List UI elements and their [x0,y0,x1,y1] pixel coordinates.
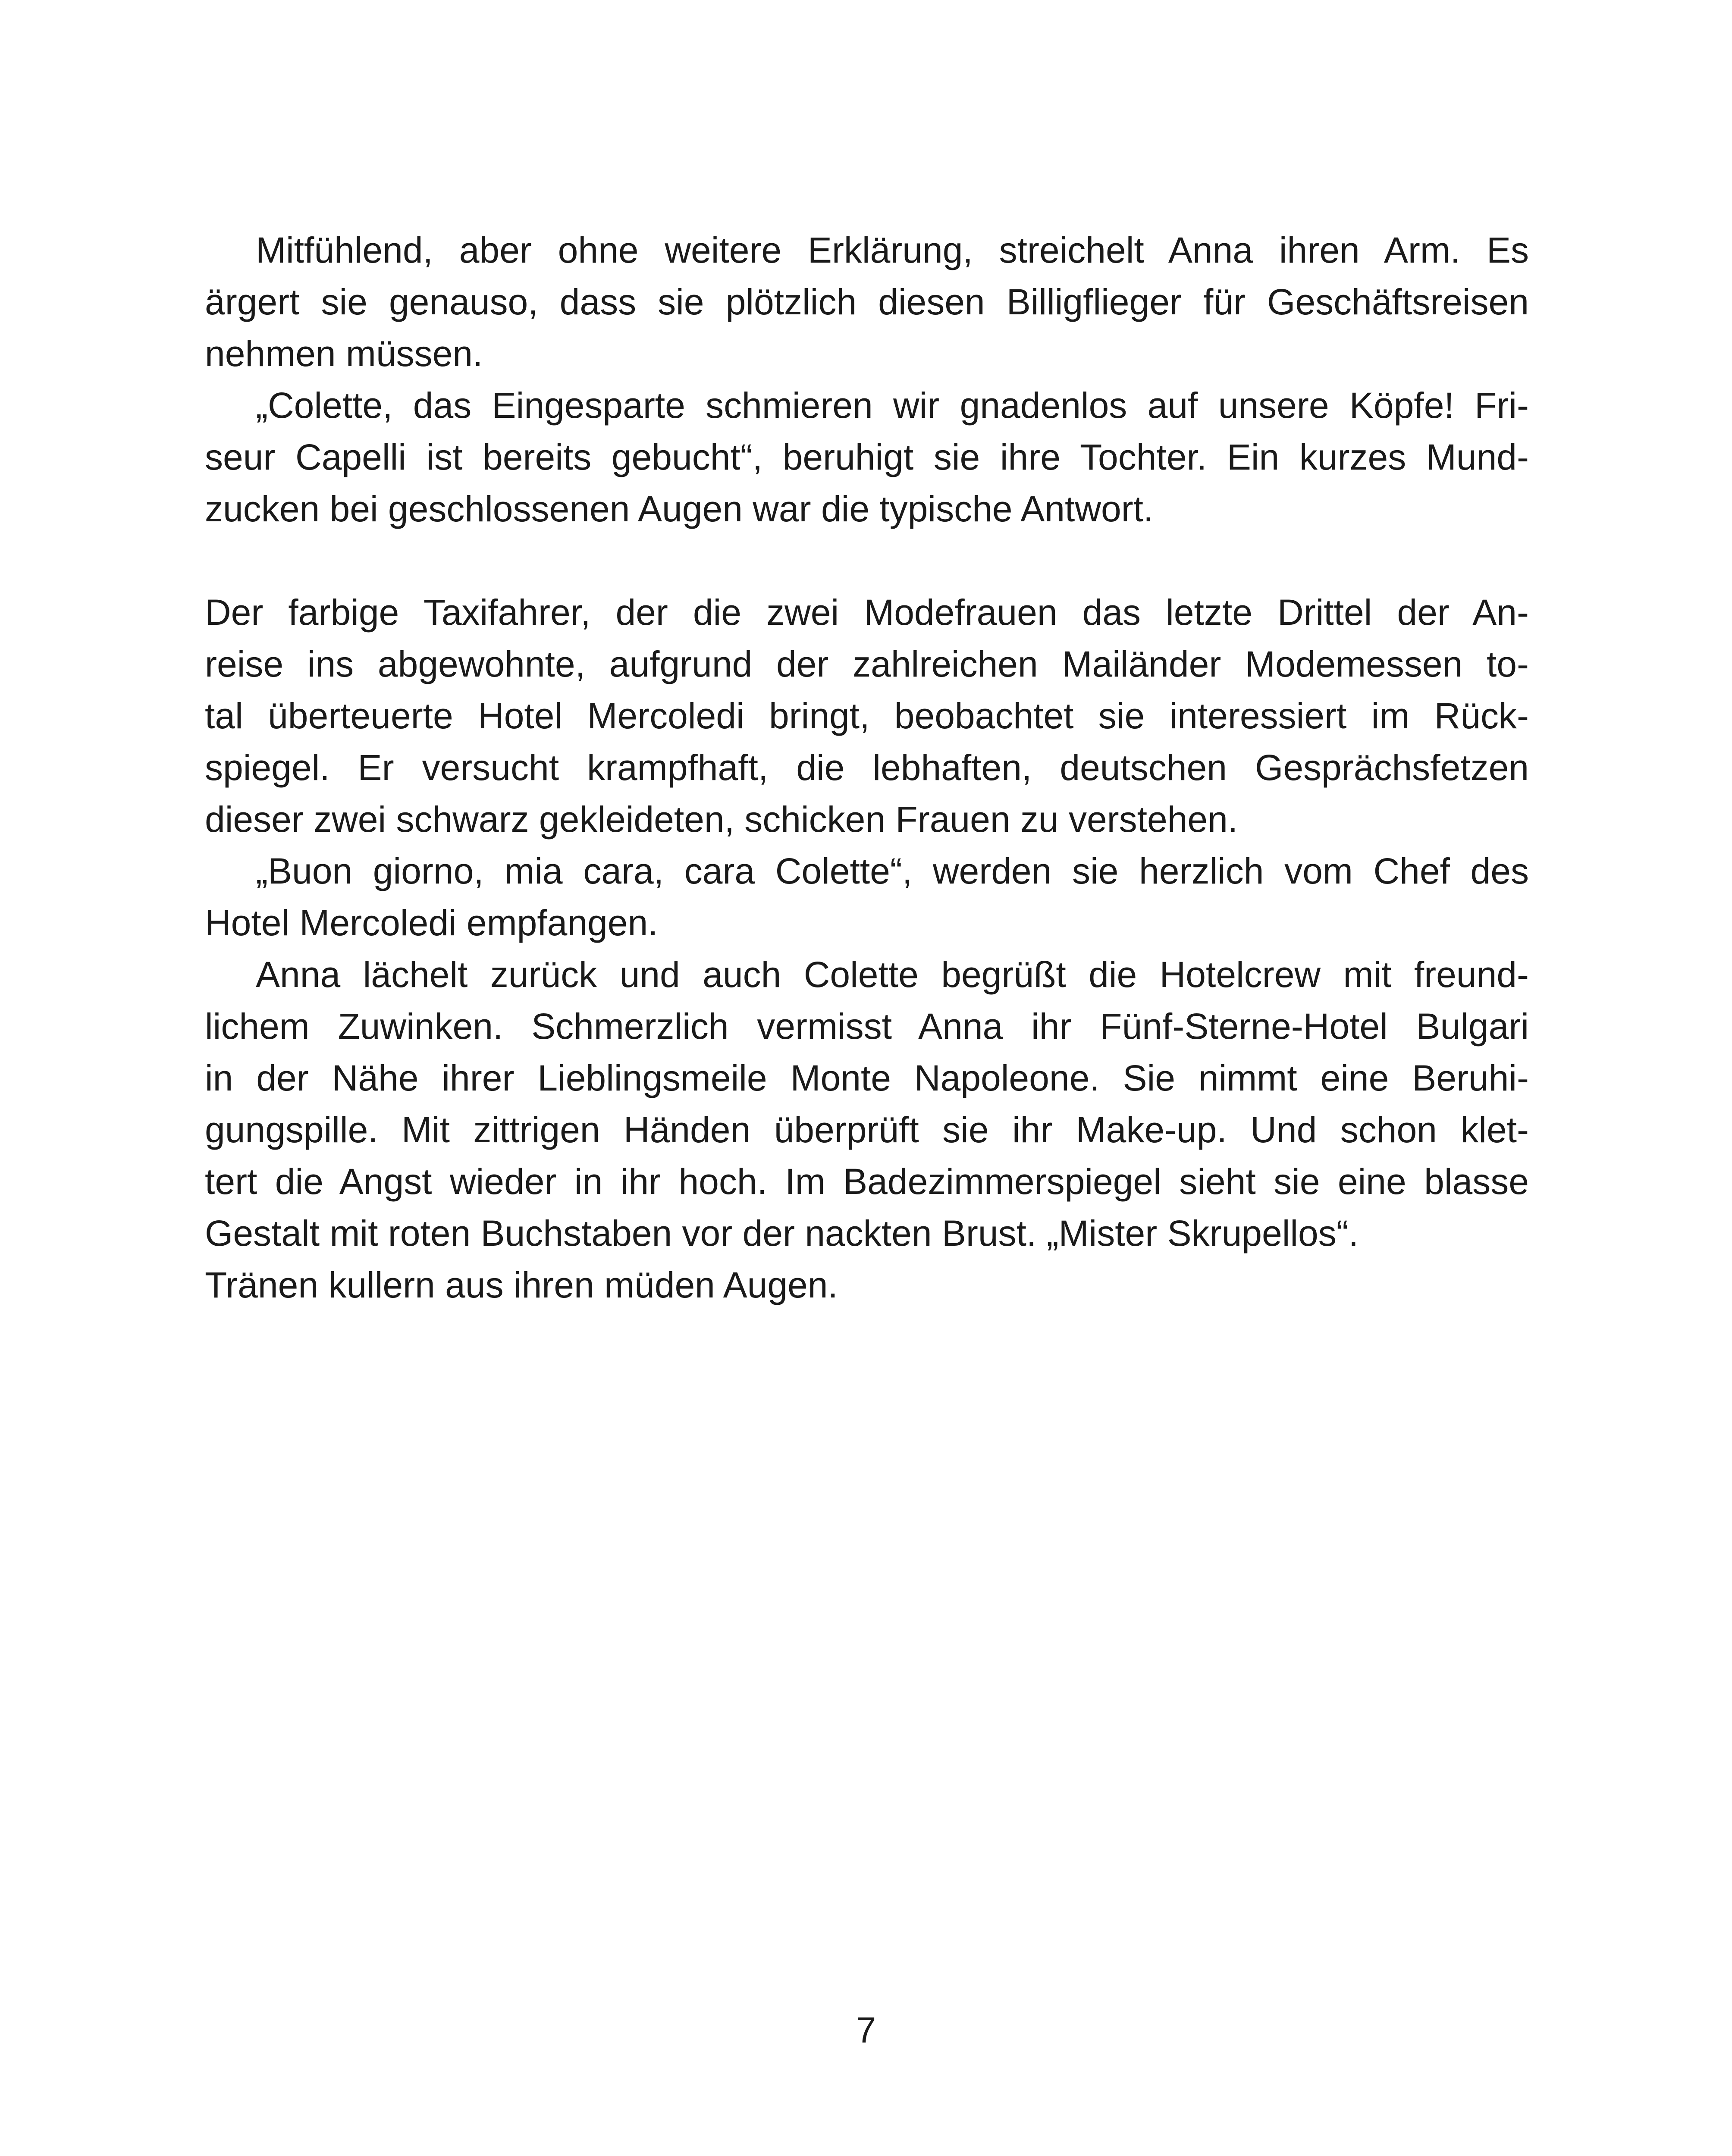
text-line: Der farbige Taxifahrer, der die zwei Modefrauen das letzte Drittel der An- [205,592,1529,633]
text-line: reise ins abgewohnte, aufgrund der zahlreichen Mailänder Modemessen to- [205,644,1529,684]
page-number: 7 [856,2010,876,2050]
paragraph-5 [205,949,1529,1311]
text-line: nehmen müssen. [205,333,483,374]
text-line: in der Nähe ihrer Lieblingsmeile Monte Napoleone. Sie nimmt eine Beruhi- [205,1058,1529,1098]
text-line: gungspille. Mit zittrigen Händen überprüft sie ihr Make-up. Und schon klet- [205,1109,1529,1150]
text-line: dieser zwei schwarz gekleideten, schicken Frauen zu verstehen. [205,799,1238,840]
section-break [205,535,1529,586]
paragraph-3 [205,586,1529,845]
text-line: zucken bei geschlossenen Augen war die typische Antwort. [205,489,1154,529]
text-line: lichem Zuwinken. Schmerzlich vermisst Anna ihr Fünf-Sterne-Hotel Bulgari [205,1006,1529,1047]
text-line: ärgert sie genauso, dass sie plötzlich diesen Billigflieger für Geschäftsreisen [205,282,1529,322]
text-line: „Colette, das Eingesparte schmieren wir gnadenlos auf unsere Köpfe! Fri- [256,385,1529,426]
text-line: Hotel Mercoledi empfangen. [205,903,658,943]
text-line: Anna lächelt zurück und auch Colette begrüßt die Hotelcrew mit freund- [256,954,1529,995]
text-line: tert die Angst wieder in ihr hoch. Im Badezimmerspiegel sieht sie eine blasse [205,1161,1529,1202]
paragraph-4 [205,845,1529,949]
text-line: „Buon giorno, mia cara, cara Colette“, werden sie herzlich vom Chef des [256,851,1529,891]
text-line: Mitfühlend, aber ohne weitere Erklärung, streichelt Anna ihren Arm. Es [256,230,1529,270]
text-line: seur Capelli ist bereits gebucht“, beruhigt sie ihre Tochter. Ein kurzes Mund- [205,437,1529,477]
text-line: tal überteuerte Hotel Mercoledi bringt, beobachtet sie interessiert im Rück- [205,696,1529,736]
paragraph-2 [205,379,1529,535]
text-line: Tränen kullern aus ihren müden Augen. [205,1265,838,1305]
text-line: spiegel. Er versucht krampfhaft, die lebhaften, deutschen Gesprächsfetzen [205,747,1529,788]
paragraph-1 [205,224,1529,379]
text-line: Gestalt mit roten Buchstaben vor der nackten Brust. „Mister Skrupellos“. [205,1213,1359,1253]
body-text [205,224,1529,1311]
